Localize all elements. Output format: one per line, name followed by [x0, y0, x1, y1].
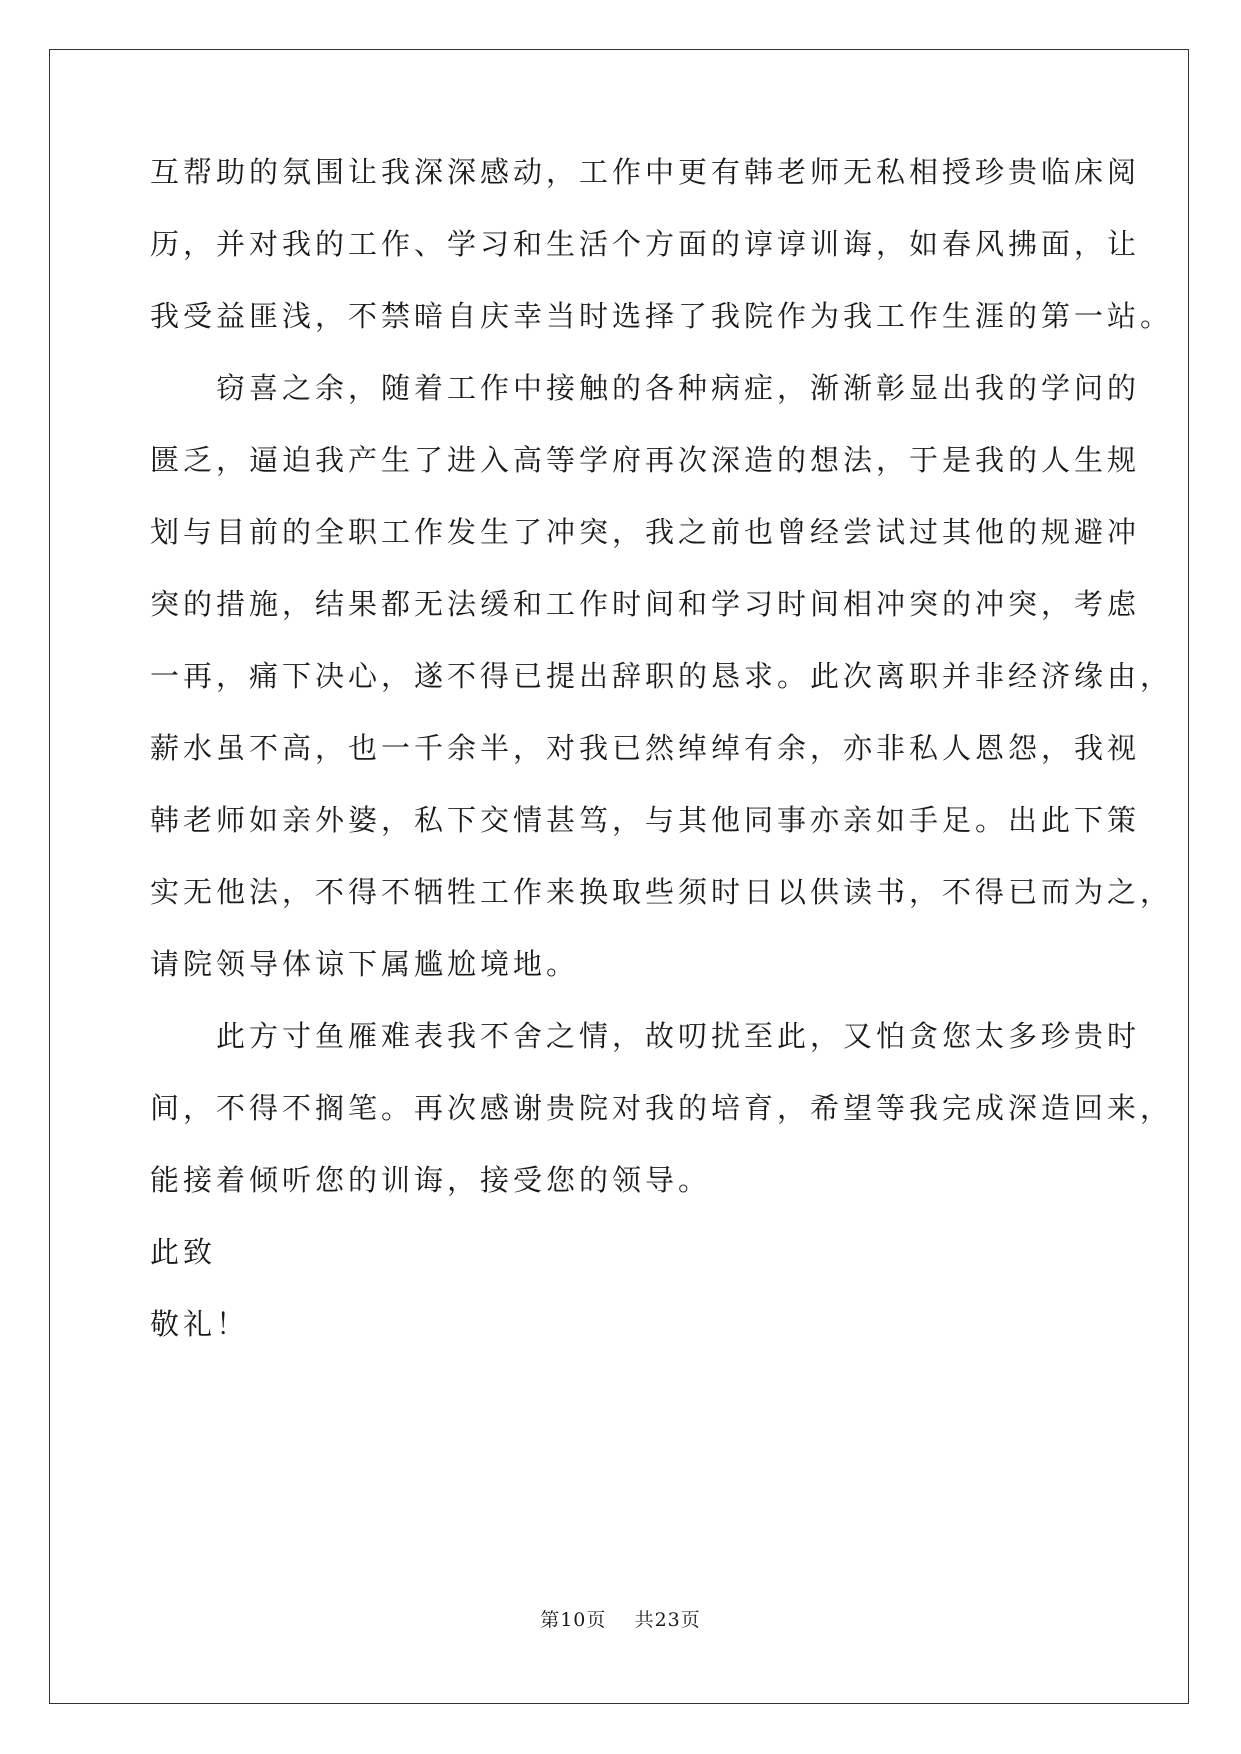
text-line: 我受益匪浅，不禁暗自庆幸当时选择了我院作为我工作生涯的第一站。: [150, 299, 1174, 333]
page-footer: [0, 1608, 1241, 1632]
text-line: 实无他法，不得不牺牲工作来换取些须时日以供读书，不得已而为之，: [150, 875, 1174, 909]
text-line: 能接着倾听您的训诲，接受您的领导。: [150, 1163, 712, 1197]
page-total: 共23页: [634, 1609, 701, 1631]
text-line: 突的措施，结果都无法缓和工作时间和学习时间相冲突的冲突，考虑: [150, 587, 1141, 621]
salutation-line: 敬礼！: [150, 1307, 250, 1341]
text-line: 窃喜之余，随着工作中接触的各种病症，渐渐彰显出我的学问的: [150, 371, 1141, 405]
text-line: 划与目前的全职工作发生了冲突，我之前也曾经尝试过其他的规避冲: [150, 515, 1141, 549]
closing-line: 此致: [150, 1235, 217, 1269]
text-line: 此方寸鱼雁难表我不舍之情，故叨扰至此，又怕贪您太多珍贵时: [150, 1019, 1141, 1053]
text-line: 互帮助的氛围让我深深感动，工作中更有韩老师无私相授珍贵临床阅: [150, 155, 1141, 189]
text-line: 请院领导体谅下属尴尬境地。: [150, 947, 580, 981]
text-line: 间，不得不搁笔。再次感谢贵院对我的培育，希望等我完成深造回来，: [150, 1091, 1174, 1125]
text-line: 历，并对我的工作、学习和生活个方面的谆谆训诲，如春风拂面，让: [150, 227, 1141, 261]
text-line: 匮乏，逼迫我产生了进入高等学府再次深造的想法，于是我的人生规: [150, 443, 1141, 477]
text-line: 一再，痛下决心，遂不得已提出辞职的恳求。此次离职并非经济缘由，: [150, 659, 1174, 693]
page-number: 第10页: [540, 1609, 607, 1631]
text-line: 韩老师如亲外婆，私下交情甚笃，与其他同事亦亲如手足。出此下策: [150, 803, 1141, 837]
text-line: 薪水虽不高，也一千余半，对我已然绰绰有余，亦非私人恩怨，我视: [150, 731, 1141, 765]
